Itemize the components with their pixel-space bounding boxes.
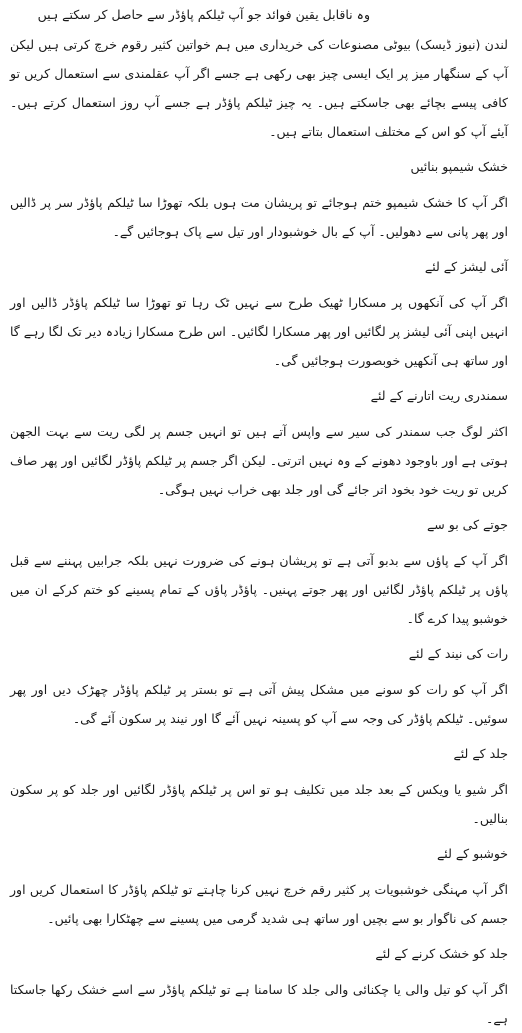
section-body-oily-skin: اگر آپ کو تیل والی یا چکنائی والی جلد کا سامنا ہے تو ٹیلکم پاؤڈر سے اسے خشک رکھا جاسکتا ہے۔ [10, 982, 508, 1026]
section-body-dry-shampoo: اگر آپ کا خشک شیمپو ختم ہوجائے تو پریشان مت ہوں بلکہ تھوڑا سا ٹیلکم پاؤڈر سر پر ڈالیں اور پھر پانی سے دھولیں۔ آپ کے بال خوشبودار اور تیل سے پاک ہوجائیں گے۔ [10, 195, 508, 239]
section-body-shoe-odor: اگر آپ کے پاؤں سے بدبو آتی ہے تو پریشان ہونے کی ضرورت نہیں بلکہ جرابیں پہننے سے قبل پاؤں پر ٹیلکم پاؤڈر لگائیں اور پھر جوتے پہنیں۔ پاؤڈر پاؤں کے تمام پسینے کو ختم کرکے ان میں خوشبو پیدا کرے گا۔ [10, 553, 508, 626]
section-heading-fragrance: خوشبو کے لئے [436, 846, 508, 861]
section-body-fragrance: اگر آپ مہنگی خوشبویات پر کثیر رقم خرچ نہیں کرنا چاہتے تو ٹیلکم پاؤڈر کا استعمال کریں اور جسم کی ناگوار بو سے بچیں اور ساتھ ہی شدید گرمی میں پسینے سے چھٹکارا بھی پائیں۔ [10, 882, 508, 926]
section-heading-shoe-odor: جوتے کی بو سے [426, 517, 508, 532]
section-body-skin: اگر شیو یا ویکس کے بعد جلد میں تکلیف ہو تو اس پر ٹیلکم پاؤڈر لگائیں اور جلد کو پر سکون بنالیں۔ [10, 782, 508, 826]
section-heading-skin: جلد کے لئے [453, 746, 508, 761]
section-body-sleep: اگر آپ کو رات کو سونے میں مشکل پیش آتی ہے تو بستر پر ٹیلکم پاؤڈر چھڑک دیں اور پھر سوئیں۔ ٹیلکم پاؤڈر کی وجہ سے آپ کو پسینہ نہیں آئے گا اور نیند پر سکون آئے گی۔ [10, 682, 508, 726]
section-heading-eyelashes: آئی لیشز کے لئے [424, 259, 508, 274]
section-heading-sleep: رات کی نیند کے لئے [408, 646, 508, 661]
intro-paragraph: لندن (نیوز ڈیسک) بیوٹی مصنوعات کی خریداری میں ہم خواتین کثیر رقوم خرچ کرتی ہیں لیکن آپ کے سنگھار میز پر ایک ایسی چیز بھی رکھی ہے جسے اگر آپ عقلمندی سے استعمال کریں تو کافی پیسے بچائے بھی جاسکتے ہیں۔ یہ چیز ٹیلکم پاؤڈر ہے جسے آپ روز استعمال کرتے ہیں۔ آیئے آپ کو اس کے مختلف استعمال بتاتے ہیں۔ [10, 37, 508, 139]
section-heading-dry-shampoo: خشک شیمپو بنائیں [410, 159, 508, 174]
section-heading-oily-skin: جلد کو خشک کرنے کے لئے [375, 946, 508, 961]
article-title: وہ ناقابل یقین فوائد جو آپ ٹیلکم پاؤڈر سے حاصل کر سکتے ہیں [37, 7, 370, 22]
section-body-eyelashes: اگر آپ کی آنکھوں پر مسکارا ٹھیک طرح سے نہیں ٹک رہا تو تھوڑا سا ٹیلکم پاؤڈر ڈالیں اور انہیں اپنی آئی لیشز پر لگائیں اور پھر مسکارا لگائیں۔ اس طرح مسکارا زیادہ دیر تک لگا رہے گا اور ساتھ ہی آنکھیں خوبصورت ہوجائیں گی۔ [10, 295, 508, 368]
section-body-beach-sand: اکثر لوگ جب سمندر کی سیر سے واپس آتے ہیں تو انہیں جسم پر لگی ریت سے بہت الجھن ہوتی ہے اور باوجود دھونے کے وہ نہیں اترتی۔ لیکن اگر جسم پر ٹیلکم پاؤڈر لگائیں اور پھر صاف کریں تو ریت خود بخود اتر جائے گی اور جلد بھی خراب نہیں ہوگی۔ [10, 424, 508, 497]
section-heading-beach-sand: سمندری ریت اتارنے کے لئے [370, 388, 508, 403]
